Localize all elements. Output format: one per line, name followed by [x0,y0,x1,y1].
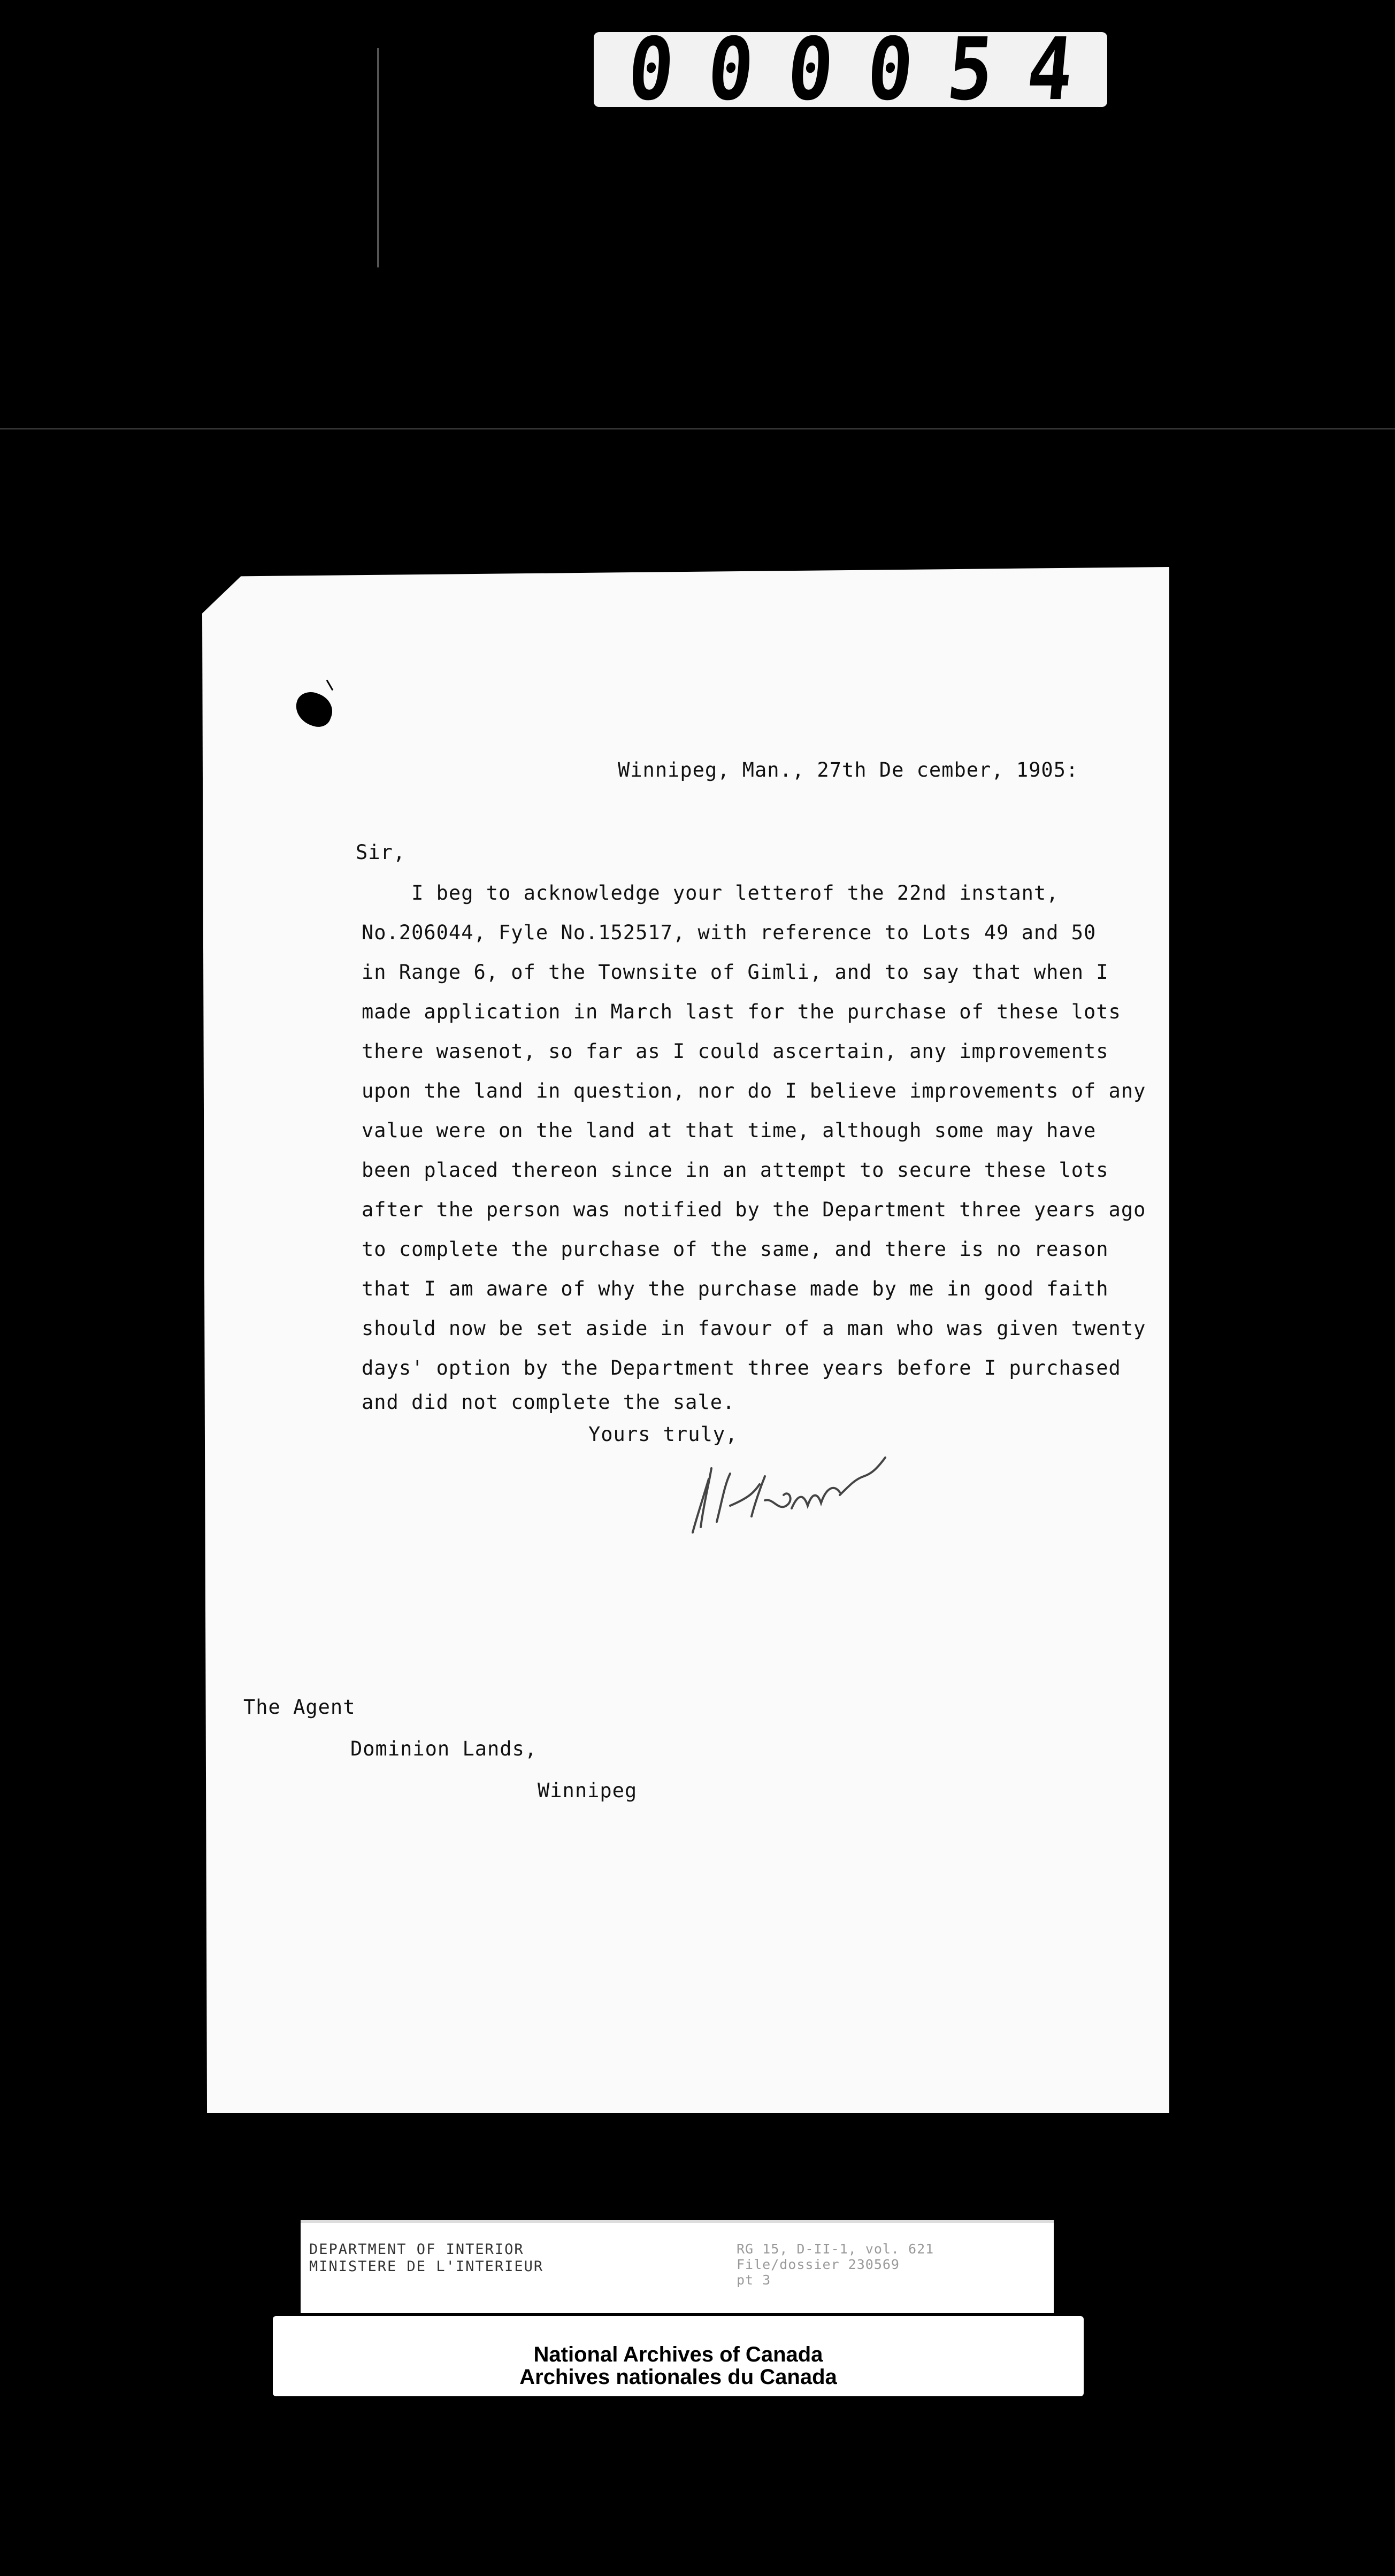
department-french: MINISTERE DE L'INTERIEUR [309,2258,544,2275]
archives-label-card [273,2316,1084,2396]
frame-digit: 5 [942,19,998,120]
reference-record-group: RG 15, D-II-1, vol. 621 [737,2241,934,2257]
letter-body-line: been placed thereon since in an attempt to secure these lots [362,1159,1109,1182]
letter-body-line: in Range 6, of the Townsite of Gimli, and to say that when I [362,961,1109,984]
frame-digit: 0 [624,19,678,120]
department-english: DEPARTMENT OF INTERIOR [309,2241,524,2258]
frame-digit: 0 [783,19,838,120]
recipient-line: Winnipeg [538,1779,638,1802]
frame-digit: 0 [703,19,758,120]
frame-digit: 0 [863,19,918,120]
reference-file: File/dossier 230569 [737,2257,900,2272]
department-label [309,2241,543,2275]
archives-french: Archives nationales du Canada [519,2365,837,2389]
letter-salutation: Sir, [356,841,406,864]
signature [679,1447,904,1538]
reference-part: pt 3 [737,2272,771,2288]
reference-label [737,2241,934,2288]
letter-closing: Yours truly, [588,1423,738,1446]
letter-body-line: No.206044, Fyle No.152517, with reference to Lots 49 and 50 [362,921,1097,944]
letter-body-line: there wasenot, so far as I could ascertain, any improvements [362,1040,1109,1063]
department-label-card [301,2220,1054,2313]
letter-body-line: to complete the purchase of the same, and there is no reason [362,1238,1109,1261]
letter-body-line: days' option by the Department three years before I purchased [362,1356,1121,1379]
letter-dateline: Winnipeg, Man., 27th De cember, 1905: [618,758,1079,781]
letter-body-line: after the person was notified by the Department three years ago [362,1198,1146,1221]
letter-body-line: I beg to acknowledge your letterof the 22nd instant, [362,881,1059,904]
letter-body-line: should now be set aside in favour of a man who was given twenty [362,1317,1146,1340]
letter-body-line: upon the land in question, nor do I believe improvements of any [362,1079,1146,1102]
archives-english: National Archives of Canada [533,2343,823,2366]
letter-body-line: value were on the land at that time, although some may have [362,1119,1097,1142]
letter-body-line: made application in March last for the purchase of these lots [362,1000,1121,1023]
letter-body-line: that I am aware of why the purchase made by me in good faith [362,1277,1109,1300]
recipient-line: The Agent [243,1696,356,1719]
frame-digit: 4 [1023,19,1077,120]
recipient-line: Dominion Lands, [350,1737,538,1760]
letter-body-line: and did not complete the sale. [362,1391,735,1414]
